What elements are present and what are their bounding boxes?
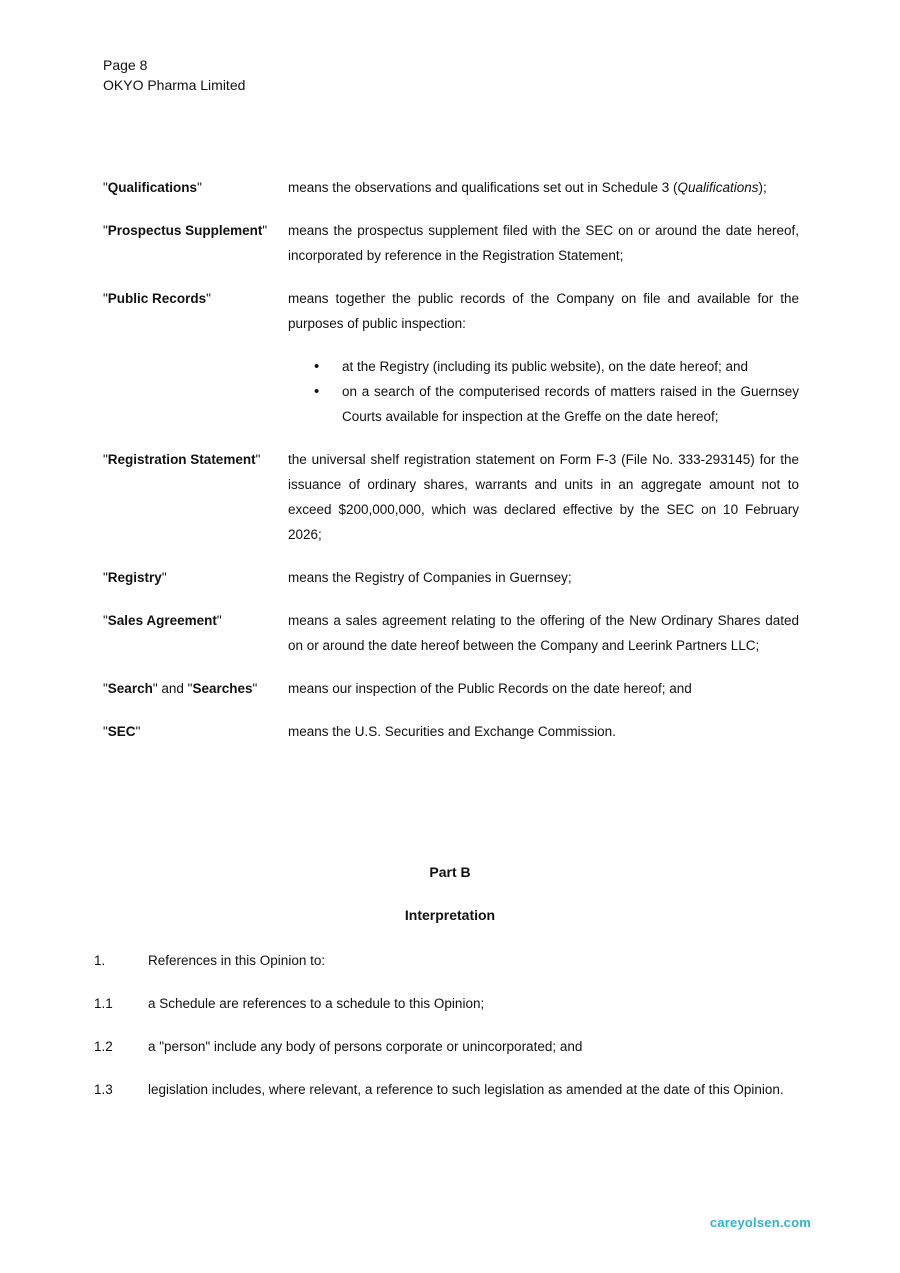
definition-registry: "Registry" means the Registry of Companies in Guernsey;	[103, 570, 572, 585]
definition-sec: "SEC" means the U.S. Securities and Exchange Commission.	[103, 724, 616, 739]
footer-brand-link[interactable]: careyolsen.com	[709, 1215, 811, 1230]
list-item: 1.2 a "person" include any body of persons corporate or unincorporated; and	[94, 1039, 583, 1054]
section-title: Interpretation	[404, 907, 496, 923]
definition-registration-statement: "Registration Statement" the universal shelf registration statement on Form F-3 (File No. 333-293145) for the issuance of ordinary shares, warrants and units in an aggregate amount not to exceed $200,000,000, which was declared effective by the SEC on 10 February 2026;	[103, 452, 799, 542]
term: Sales Agreement	[107, 613, 217, 628]
interpretation-list	[94, 948, 807, 1120]
term: SEC	[107, 724, 136, 739]
definition-search: "Search" and "Searches" means our inspection of the Public Records on the date hereof; and	[103, 681, 692, 696]
definitions-list	[103, 175, 799, 762]
list-item: 1.1 a Schedule are references to a schedule to this Opinion;	[94, 996, 485, 1011]
list-item: 1.3 legislation includes, where relevant, a reference to such legislation as amended at the date of this Opinion.	[94, 1082, 784, 1097]
definition-qualifications: "Qualifications" means the observations and qualifications set out in Schedule 3 (Qualifications);	[103, 180, 767, 195]
definition-prospectus-supplement: "Prospectus Supplement" means the prospectus supplement filed with the SEC on or around the date hereof, incorporated by reference in the Registration Statement;	[103, 223, 799, 263]
list-item: 1. References in this Opinion to:	[94, 953, 326, 968]
company-name: OKYO Pharma Limited	[103, 77, 246, 93]
definition-public-records: "Public Records" means together the public records of the Company on file and available for the purposes of public inspection: • at the Registry (including its public website), on the date hereof; and • on a search of the computerised records of matters raised in the Guernsey Courts available for inspection at the Greffe on the date hereof;	[103, 286, 799, 429]
term: Registry	[107, 570, 162, 585]
part-title: Part B	[429, 864, 471, 880]
term: Public Records	[107, 291, 207, 306]
page-number: Page 8	[103, 57, 148, 73]
bullet-item: • at the Registry (including its public website), on the date hereof; and	[288, 354, 799, 379]
bullet-list	[288, 354, 799, 429]
page-header	[103, 55, 245, 95]
term: Qualifications	[107, 180, 198, 195]
bullet-item: • on a search of the computerised records of matters raised in the Guernsey Courts available for inspection at the Greffe on the date hereof;	[288, 379, 799, 429]
term: Registration Statement	[107, 452, 256, 467]
definition-sales-agreement: "Sales Agreement" means a sales agreement relating to the offering of the New Ordinary Shares dated on or around the date hereof between the Company and Leerink Partners LLC;	[103, 613, 799, 653]
term: Prospectus Supplement	[107, 223, 263, 238]
